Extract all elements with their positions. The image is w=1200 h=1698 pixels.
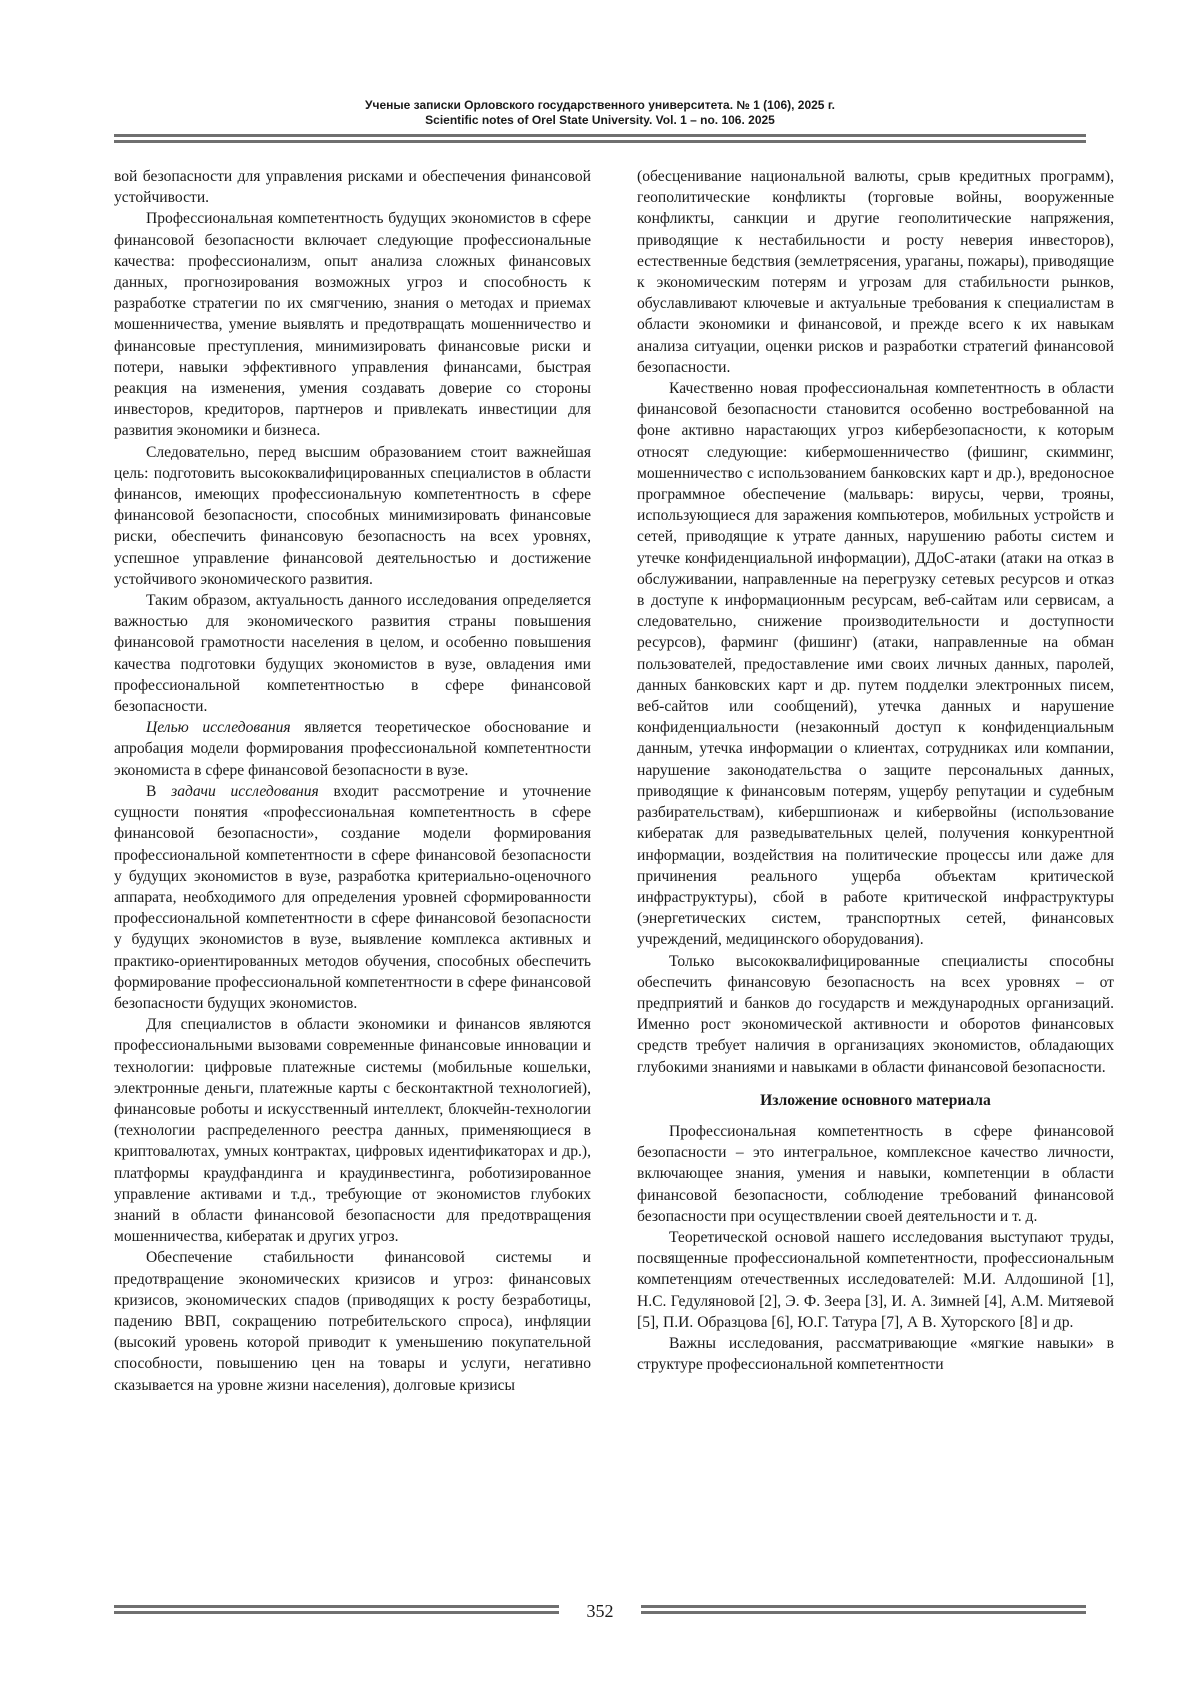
- paragraph: вой безопасности для управления рисками и обеспечения финансовой устойчивости.: [114, 168, 591, 207]
- header-journal-title-ru: Ученые записки Орловского государственного университета. № 1 (106), 2025 г.: [365, 98, 835, 112]
- page-footer: [114, 1600, 1086, 1624]
- paragraph-goal: [114, 717, 591, 781]
- goal-term: Целью исследования: [146, 719, 291, 737]
- header-rule: [114, 134, 1086, 143]
- paragraph: (обесценивание национальной валюты, срыв кредитных программ), геополитические конфликты (торговые войны, вооруженные конфликты, санкции и другие геополитические напряжения, приводящие к нестабильности и росту неверия инвесторов), естественные бедствия (землетрясения, ураганы, пожары), приводящие к экономическим потерям и угрозам для стабильности рынков, обуславливают ключевые и актуальные требования к специалистам в области экономики и финансовой, и прежде всего к их навыкам анализа ситуации, оценки рисков и разработки стратегий финансовой безопасности.: [637, 168, 1114, 376]
- paragraph: Теоретической основой нашего исследования выступают труды, посвященные профессиональной компетентности, профессиональным компетенциям отечественных исследователей: М.И. Алдошиной [1], Н.С. Гедуляновой [2], Э. Ф. Зеера [3], И. А. Зимней [4], А.М. Митяевой [5], П.И. Образцова [6], Ю.Г. Татура [7], А В. Хуторского [8] и др.: [637, 1228, 1114, 1331]
- paragraph: Следовательно, перед высшим образованием стоит важнейшая цель: подготовить высококвалифицированных специалистов в области финансов, имеющих профессиональную компетентность в сфере финансовой безопасности, способных минимизировать финансовые риски, обеспечить финансовую безопасность на всех уровнях, успешное управление финансовой деятельностью и достижение устойчивого экономического развития.: [114, 443, 591, 588]
- header-journal-title-en: Scientific notes of Orel State University. Vol. 1 – no. 106. 2025: [425, 113, 775, 127]
- goal-text: является теоретическое обоснование и апробация модели формирования профессиональной компетентности экономиста в сфере финансовой безопасности в вузе.: [114, 719, 592, 779]
- tasks-term: задачи исследования: [171, 782, 319, 800]
- paragraph: Важны исследования, рассматривающие «мягкие навыки» в структуре профессиональной компетентности: [637, 1334, 1114, 1374]
- paragraph-tasks: [114, 781, 591, 1014]
- paragraph: Профессиональная компетентность в сфере финансовой безопасности – это интегральное, комплексное качество личности, включающее знания, умения и навыки, компетенции в области финансовой безопасности, соблюдение требований финансовой безопасности при осуществлении своей деятельности и т. д.: [637, 1122, 1114, 1225]
- tasks-prefix: В: [146, 782, 172, 800]
- running-header: [0, 98, 1200, 128]
- section-heading: Изложение основного материала: [760, 1091, 991, 1109]
- footer-rule-right: [641, 1605, 1086, 1614]
- paragraph: Таким образом, актуальность данного исследования определяется важностью для экономического развития страны повышения финансовой грамотности населения в целом, и особенно повышения качества подготовки будущих экономистов в вузе, овладения ими профессиональной компетентностью в сфере финансовой безопасности.: [114, 592, 591, 716]
- paragraph: Профессиональная компетентность будущих экономистов в сфере финансовой безопасности включает следующие профессиональные качества: профессионализм, опыт анализа сложных финансовых данных, прогнозирования возможных угроз и способность к разработке стратегии по их смягчению, знания о методах и приемах мошенничества, умение выявлять и предотвращать мошенничество и финансовые преступления, минимизировать финансовые риски и потери, навыки эффективного управления финансами, быстрая реакция на изменения, умения создавать доверие со стороны инвесторов, кредиторов, партнеров и привлекать инвестиции для развития экономики и бизнеса.: [114, 210, 591, 440]
- paragraph: Качественно новая профессиональная компетентность в области финансовой безопасности становится особенно востребованной на фоне активно нарастающих угроз кибербезопасности, к которым относят следующие: кибермошенничество (фишинг, скимминг, мошенничество с использованием банковских карт и др.), вредоносное программное обеспечение (мальварь: вирусы, черви, трояны, использующиеся для заражения компьютеров, мобильных устройств и сетей, приводящие к утрате данных, нарушению работы систем и утечке конфиденциальной информации), ДДоС-атаки (атаки на отказ в обслуживании, направленные на перегрузку сетевых ресурсов и отказ в доступе к информационным ресурсам, веб-сайтам или сервисам, а следовательно, снижение производительности и доступности ресурсов), фарминг (фишинг) (атаки, направленные на обман пользователей, предоставление ими своих личных данных, паролей, данных банковских карт и др. путем подделки электронных писем, веб-сайтов или сообщений), утечка данных и нарушение конфиденциальности (незаконный доступ к конфиденциальным данным, утечка информации о клиентах, сотрудниках или компании, нарушение законодательства о защите персональных данных, приводящие к финансовым потерям, ущербу репутации и судебным разбирательствам), кибершпионаж и кибервойны (использование кибератак для разведывательных целей, получения конкурентной информации, воздействия на политические процессы или даже для причинения реального ущерба объектам критической инфраструктуры), сбой в работе критической инфраструктуры (энергетических систем, транспортных сетей, финансовых учреждений, медицинского оборудования).: [637, 380, 1114, 949]
- tasks-text: входит рассмотрение и уточнение сущности понятия «профессиональная компетентность в сфере финансовой безопасности», создание модели формирования профессиональной компетентности в сфере финансовой безопасности у будущих экономистов в вузе, разработка критериально-оценочного аппарата, необходимого для определения уровней сформированности профессиональной компетентности в сфере финансовой безопасности у будущих экономистов в вузе, выявление комплекса активных и практико-ориентированных методов обучения, способных обеспечить формирование профессиональной компетентности в сфере финансовой безопасности будущих экономистов.: [114, 782, 592, 1012]
- left-column: [114, 166, 591, 1396]
- paragraph: Для специалистов в области экономики и финансов являются профессиональными вызовами современные финансовые инновации и технологии: цифровые платежные системы (мобильные кошельки, электронные деньги, платежные карты с бесконтактной технологией), финансовые роботы и искусственный интеллект, блокчейн-технологии (технологии распределенного реестра данных, применяющиеся в криптовалютах, умных контрактах, цифровых идентификаторах и др.), платформы краудфандинга и краудинвестинга, роботизированное управление активами и т.д., требующие от экономистов глубоких знаний в области финансовой безопасности для предотвращения мошенничества, кибератак и других угроз.: [114, 1016, 591, 1246]
- right-column: [637, 166, 1114, 1375]
- paragraph: Обеспечение стабильности финансовой системы и предотвращение экономических кризисов и угроз: финансовых кризисов, экономических спадов (приводящих к росту безработицы, падению ВВП, сокращению потребительского спроса), инфляции (высокий уровень которой приводит к уменьшению покупательной способности, повышению цен на товары и услуги, негативно сказывается на уровне жизни населения), долговые кризисы: [114, 1249, 591, 1394]
- paragraph: Только высококвалифицированные специалисты способны обеспечить финансовую безопасность на всех уровнях – от предприятий и банков до государств и международных организаций. Именно рост экономической активности и оборотов финансовых средств требует наличия в организациях экономистов, обладающих глубокими знаниями и навыками в области финансовой безопасности.: [637, 952, 1114, 1076]
- page-number: 352: [586, 1601, 614, 1621]
